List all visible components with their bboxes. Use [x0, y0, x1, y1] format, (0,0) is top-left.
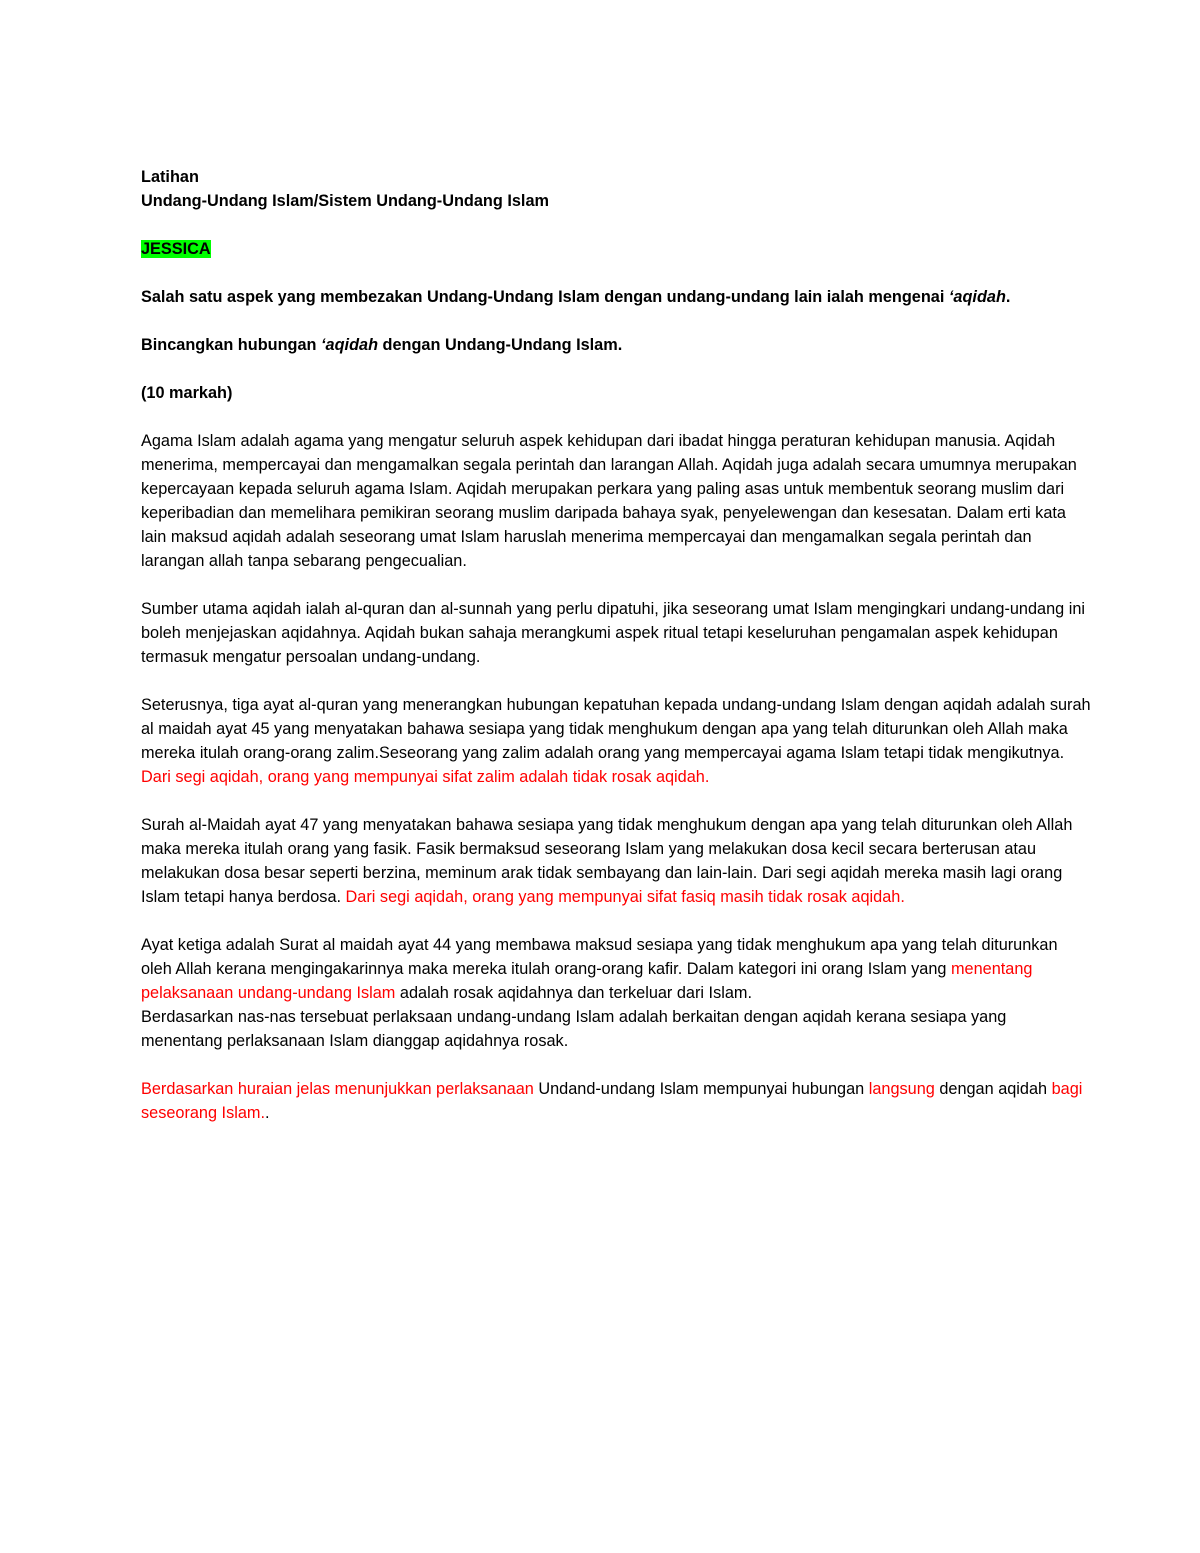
student-name-line: [141, 237, 1091, 261]
question-task-term: ‘aqidah: [321, 336, 379, 354]
answer-conclusion-end: .: [264, 1104, 270, 1122]
answer-paragraph-4-text: Surah al-Maidah ayat 47 yang menyatakan bahawa sesiapa yang tidak menghukum dengan apa yang telah diturunkan oleh Allah maka mereka itulah orang yang fasik. Fasik bermaksud seseorang Islam yang melakukan dosa kecil secara berterusan atau melakukan dosa besar seperti berzina, meminum arak tidak sembayang dan lain-lain. Dari segi aqidah mereka masih lagi orang Islam tetapi hanya berdosa.: [141, 816, 1073, 906]
spacer: [141, 261, 1091, 285]
answer-paragraph-2: Sumber utama aqidah ialah al-quran dan al-sunnah yang perlu dipatuhi, jika seseorang umat Islam mengingkari undang-undang ini boleh menjejaskan aqidahnya. Aqidah bukan sahaja merangkumi aspek ritual tetapi keseluruhan pengamalan aspek kehidupan termasuk mengatur persoalan undang-undang.: [141, 600, 1086, 666]
answer-paragraph-1: Agama Islam adalah agama yang mengatur seluruh aspek kehidupan dari ibadat hingga peraturan kehidupan manusia. Aqidah menerima, mempercayai dan mengamalkan segala perintah dan larangan Allah. Aqidah juga adalah secara umumnya merupakan kepercayaan kepada seluruh agama Islam. Aqidah merupakan perkara yang paling asas untuk membentuk seorang muslim dari keperibadian dan memelihara pemikiran seorang muslim daripada bahaya syak, penyelewengan dan kesesatan. Dalam erti kata lain maksud aqidah adalah seseorang umat Islam haruslah menerima mempercayai dan mengamalkan segala perintah dan larangan allah tanpa sebarang pengecualian.: [141, 432, 1077, 570]
answer-paragraph-3: [141, 693, 1091, 789]
answer-conclusion-red-text-1: Berdasarkan huraian jelas menunjukkan perlaksanaan: [141, 1080, 534, 1098]
question-statement: [141, 285, 1091, 309]
answer-conclusion: [141, 1077, 1091, 1125]
question-statement-end: .: [1005, 288, 1011, 306]
question-statement-text: Salah satu aspek yang membezakan Undang-Undang Islam dengan undang-undang lain ialah mengenai: [141, 288, 949, 306]
spacer: [141, 405, 1091, 429]
spacer: [141, 573, 1091, 597]
question-statement-term: ‘aqidah: [948, 288, 1006, 306]
student-name: JESSICA: [141, 240, 211, 258]
answer-conclusion-text-1: Undand-undang Islam mempunyai hubungan: [533, 1080, 869, 1098]
question-task-end: dengan Undang-Undang Islam.: [378, 336, 623, 354]
answer-paragraph-5-continued: Berdasarkan nas-nas tersebuat perlaksaan undang-undang Islam adalah berkaitan dengan aqidah kerana sesiapa yang menentang perlaksanaan Islam dianggap aqidahnya rosak.: [141, 1008, 1007, 1050]
spacer: [141, 357, 1091, 381]
spacer: [141, 669, 1091, 693]
spacer: [141, 1053, 1091, 1077]
spacer: [141, 213, 1091, 237]
answer-conclusion-red-text-2: langsung: [868, 1080, 935, 1098]
answer-paragraph-3-red-text: Dari segi aqidah, orang yang mempunyai sifat zalim adalah tidak rosak aqidah.: [141, 768, 710, 786]
answer-paragraph-5-text-end: adalah rosak aqidahnya dan terkeluar dari Islam.: [395, 984, 752, 1002]
question-task-text: Bincangkan hubungan: [141, 336, 322, 354]
document-subtitle: Undang-Undang Islam/Sistem Undang-Undang Islam: [141, 192, 549, 210]
answer-paragraph-4: [141, 813, 1091, 909]
answer-paragraph-4-red-text: Dari segi aqidah, orang yang mempunyai sifat fasiq masih tidak rosak aqidah.: [345, 888, 905, 906]
answer-paragraph-5-text: Ayat ketiga adalah Surat al maidah ayat 44 yang membawa maksud sesiapa yang tidak menghukum apa yang telah diturunkan oleh Allah kerana mengingakarinnya maka mereka itulah orang-orang kafir. Dalam kategori ini orang Islam yang: [141, 936, 1058, 978]
spacer: [141, 909, 1091, 933]
answer-conclusion-text-2: dengan aqidah: [934, 1080, 1052, 1098]
spacer: [141, 309, 1091, 333]
answer-paragraph-3-text: Seterusnya, tiga ayat al-quran yang menerangkan hubungan kepatuhan kepada undang-undang Islam dengan aqidah adalah surah al maidah ayat 45 yang menyatakan bahawa sesiapa yang tidak menghukum dengan apa yang telah diturunkan oleh Allah maka mereka itulah orang-orang zalim.Seseorang yang zalim adalah orang yang mempercayai agama Islam tetapi tidak mengikutnya.: [141, 696, 1091, 762]
answer-paragraph-5-red-text: menentang pelaksanaan undang-undang Islam: [141, 960, 1033, 1002]
question-task: [141, 333, 1091, 357]
spacer: [141, 789, 1091, 813]
document-title: Latihan: [141, 168, 199, 186]
answer-paragraph-5: [141, 933, 1091, 1005]
question-marks: (10 markah): [141, 384, 233, 402]
document-page: [141, 165, 1091, 1125]
answer-conclusion-red-text-3: bagi seseorang Islam.: [141, 1080, 1083, 1122]
